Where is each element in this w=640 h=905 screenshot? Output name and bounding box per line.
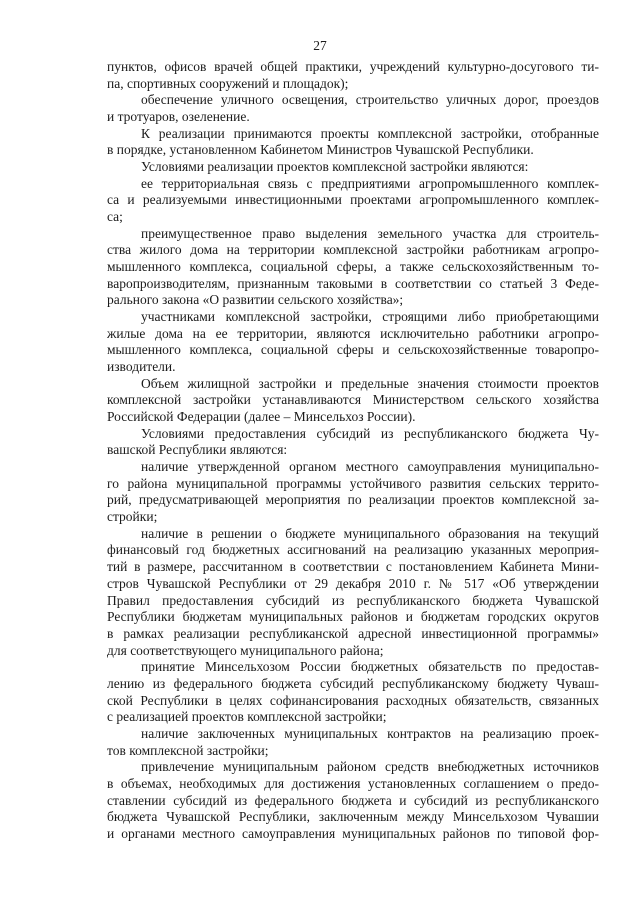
text-line: жилые дома на ее территории, являются исключительно работники агропро- bbox=[107, 325, 599, 341]
body-text bbox=[107, 59, 599, 843]
text-line: Республики бюджетам муниципальных районов и бюджетам городских округов bbox=[107, 609, 599, 625]
text-line: вашской Республики являются: bbox=[107, 442, 288, 458]
text-line: мышленного комплекса, социальной сферы, а также сельскохозяйственным то- bbox=[107, 259, 599, 275]
text-line: в объемах, необходимых для достижения установленных соглашением о предо- bbox=[107, 775, 599, 791]
text-line: го района муниципальной программы устойчивого развития сельских террито- bbox=[107, 475, 599, 491]
text-line: преимущественное право выделения земельного участка для строитель- bbox=[141, 225, 599, 241]
text-line: принятие Минсельхозом России бюджетных обязательств по предостав- bbox=[141, 659, 599, 675]
text-line: финансовый год бюджетных ассигнований на реализацию указанных мероприя- bbox=[107, 542, 599, 558]
text-line: стров Чувашской Республики от 29 декабря 2010 г. № 517 «Об утверждении bbox=[107, 575, 599, 591]
text-line: са и реализуемыми инвестиционными проектами агропромышленного комплек- bbox=[107, 192, 599, 208]
text-line: па, спортивных сооружений и площадок); bbox=[107, 75, 349, 91]
text-line: ее территориальная связь с предприятиями агропромышленного комплек- bbox=[141, 175, 599, 191]
text-line: мышленного комплекса, социальной сферы и сельскохозяйственные товаропро- bbox=[107, 342, 599, 358]
text-line: Объем жилищной застройки и предельные значения стоимости проектов bbox=[141, 375, 599, 391]
text-line: стройки; bbox=[107, 509, 158, 525]
text-line: рий, предусматривающей мероприятия по реализации проектов комплексной за- bbox=[107, 492, 599, 508]
text-line: пунктов, офисов врачей общей практики, учреждений культурно-досугового ти- bbox=[107, 59, 599, 74]
text-line: бюджета Чувашской Республики, заключенным между Минсельхозом Чувашии bbox=[107, 809, 599, 825]
text-line: са; bbox=[107, 209, 123, 225]
text-line: Правил предоставления субсидий из республиканского бюджета Чувашской bbox=[107, 592, 599, 608]
text-line: комплексной застройки устанавливаются Министерством сельского хозяйства bbox=[107, 392, 599, 408]
text-line: лению из федерального бюджета субсидий республиканскому бюджету Чуваш- bbox=[107, 675, 599, 691]
text-line: для соответствующего муниципального района; bbox=[107, 642, 384, 658]
text-line: наличие в решении о бюджете муниципального образования на текущий bbox=[141, 525, 599, 541]
text-line: изводители. bbox=[107, 359, 176, 375]
text-line: тов комплексной застройки; bbox=[107, 742, 269, 758]
text-line: и тротуаров, озеленение. bbox=[107, 109, 250, 125]
text-line: ской Республики в целях софинансирования расходных обязательств, связанных bbox=[107, 692, 599, 708]
text-line: рального закона «О развитии сельского хозяйства»; bbox=[107, 292, 404, 308]
text-line: тий в размере, рассчитанном в соответствии с постановлением Кабинета Мини- bbox=[107, 559, 599, 575]
text-line: с реализацией проектов комплексной застройки; bbox=[107, 709, 387, 725]
page-number: 27 bbox=[313, 38, 327, 53]
text-line: в порядке, установленном Кабинетом Министров Чувашской Республики. bbox=[107, 142, 534, 158]
text-line: и органами местного самоуправления муниципальных районов по типовой фор- bbox=[107, 825, 599, 841]
text-line: Условиями реализации проектов комплексной застройки являются: bbox=[141, 159, 529, 175]
text-line: Условиями предоставления субсидий из республиканского бюджета Чу- bbox=[141, 425, 599, 441]
text-line: наличие утвержденной органом местного самоуправления муниципально- bbox=[141, 459, 599, 475]
text-line: привлечение муниципальным районом средств внебюджетных источников bbox=[141, 759, 599, 775]
text-line: К реализации принимаются проекты комплексной застройки, отобранные bbox=[141, 125, 599, 141]
text-line: варопроизводителям, признанным таковыми в соответствии со статьей 3 Феде- bbox=[107, 275, 599, 291]
text-line: ставлении субсидий из федерального бюджета и субсидий из республиканского bbox=[107, 792, 599, 808]
text-line: в рамках реализации республиканской адресной инвестиционной программы» bbox=[107, 625, 599, 641]
text-line: Российской Федерации (далее – Минсельхоз России). bbox=[107, 409, 416, 425]
text-line: участниками комплексной застройки, строящими либо приобретающими bbox=[141, 309, 599, 325]
text-line: наличие заключенных муниципальных контрактов на реализацию проек- bbox=[141, 725, 599, 741]
text-line: ства жилого дома на территории комплексной застройки работникам агропро- bbox=[107, 242, 599, 258]
text-line: обеспечение уличного освещения, строительство уличных дорог, проездов bbox=[141, 92, 599, 108]
